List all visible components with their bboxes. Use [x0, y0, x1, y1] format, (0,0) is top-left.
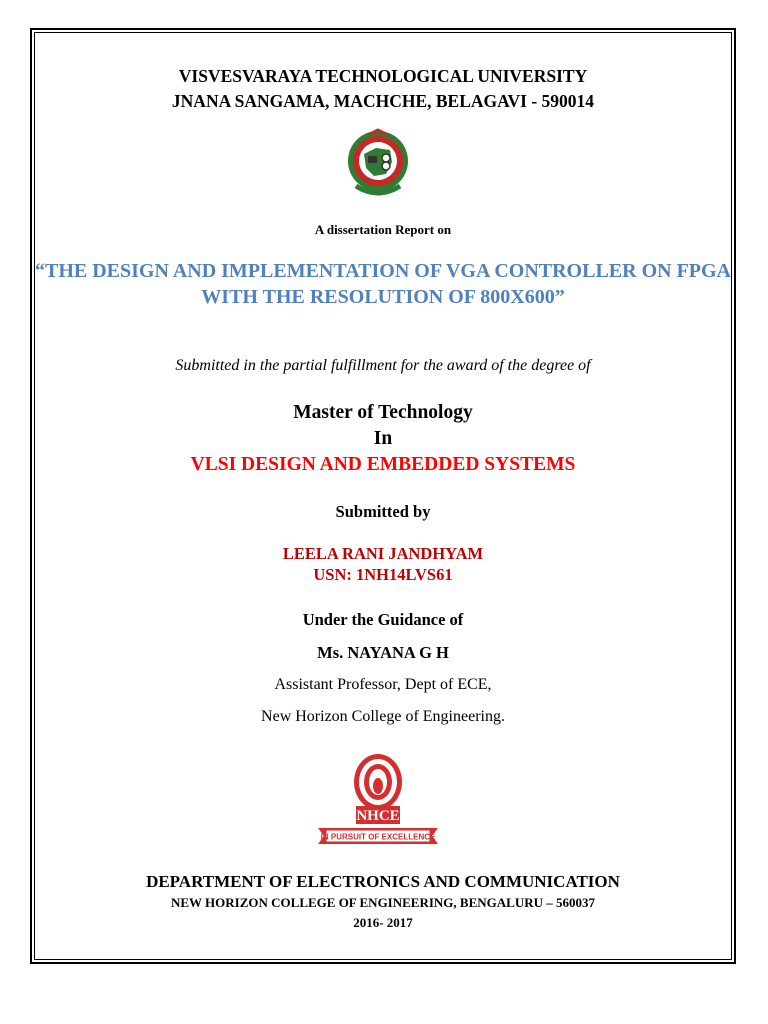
degree-connector: In	[373, 428, 393, 449]
nhce-logo-motto: IN PURSUIT OF EXCELLENCE	[320, 832, 436, 842]
guide-college: New Horizon College of Engineering.	[261, 708, 505, 725]
student-usn: USN: 1NH14LVS61	[313, 565, 453, 584]
student-name: LEELA RANI JANDHYAM	[282, 544, 484, 563]
nhce-logo-text: NHCE	[356, 808, 400, 824]
university-address: JNANA SANGAMA, MACHCHE, BELAGAVI - 590014	[171, 91, 595, 111]
guidance-label: Under the Guidance of	[302, 610, 464, 629]
degree-branch: VLSI DESIGN AND EMBEDDED SYSTEMS	[190, 454, 576, 475]
vtu-logo	[346, 128, 410, 198]
college-name: NEW HORIZON COLLEGE OF ENGINEERING, BENGALURU – 560037	[170, 895, 595, 910]
degree-name: Master of Technology	[293, 402, 473, 423]
nhce-logo	[312, 752, 444, 856]
university-name: VISVESVARAYA TECHNOLOGICAL UNIVERSITY	[178, 66, 588, 86]
student-block	[34, 543, 732, 585]
submitted-by-label: Submitted by	[335, 502, 431, 521]
dissertation-title: “THE DESIGN AND IMPLEMENTATION OF VGA CONTROLLER ON FPGA WITH THE RESOLUTION OF 800X600”	[35, 260, 731, 308]
guide-name: Ms. NAYANA G H	[317, 643, 449, 662]
submission-text: Submitted in the partial fulfillment for the award of the degree of	[175, 357, 591, 374]
guide-designation: Assistant Professor, Dept of ECE,	[274, 676, 492, 693]
department-name: DEPARTMENT OF ELECTRONICS AND COMMUNICATION	[146, 872, 620, 891]
academic-year: 2016- 2017	[353, 915, 413, 930]
report-type: A dissertation Report on	[314, 222, 452, 237]
